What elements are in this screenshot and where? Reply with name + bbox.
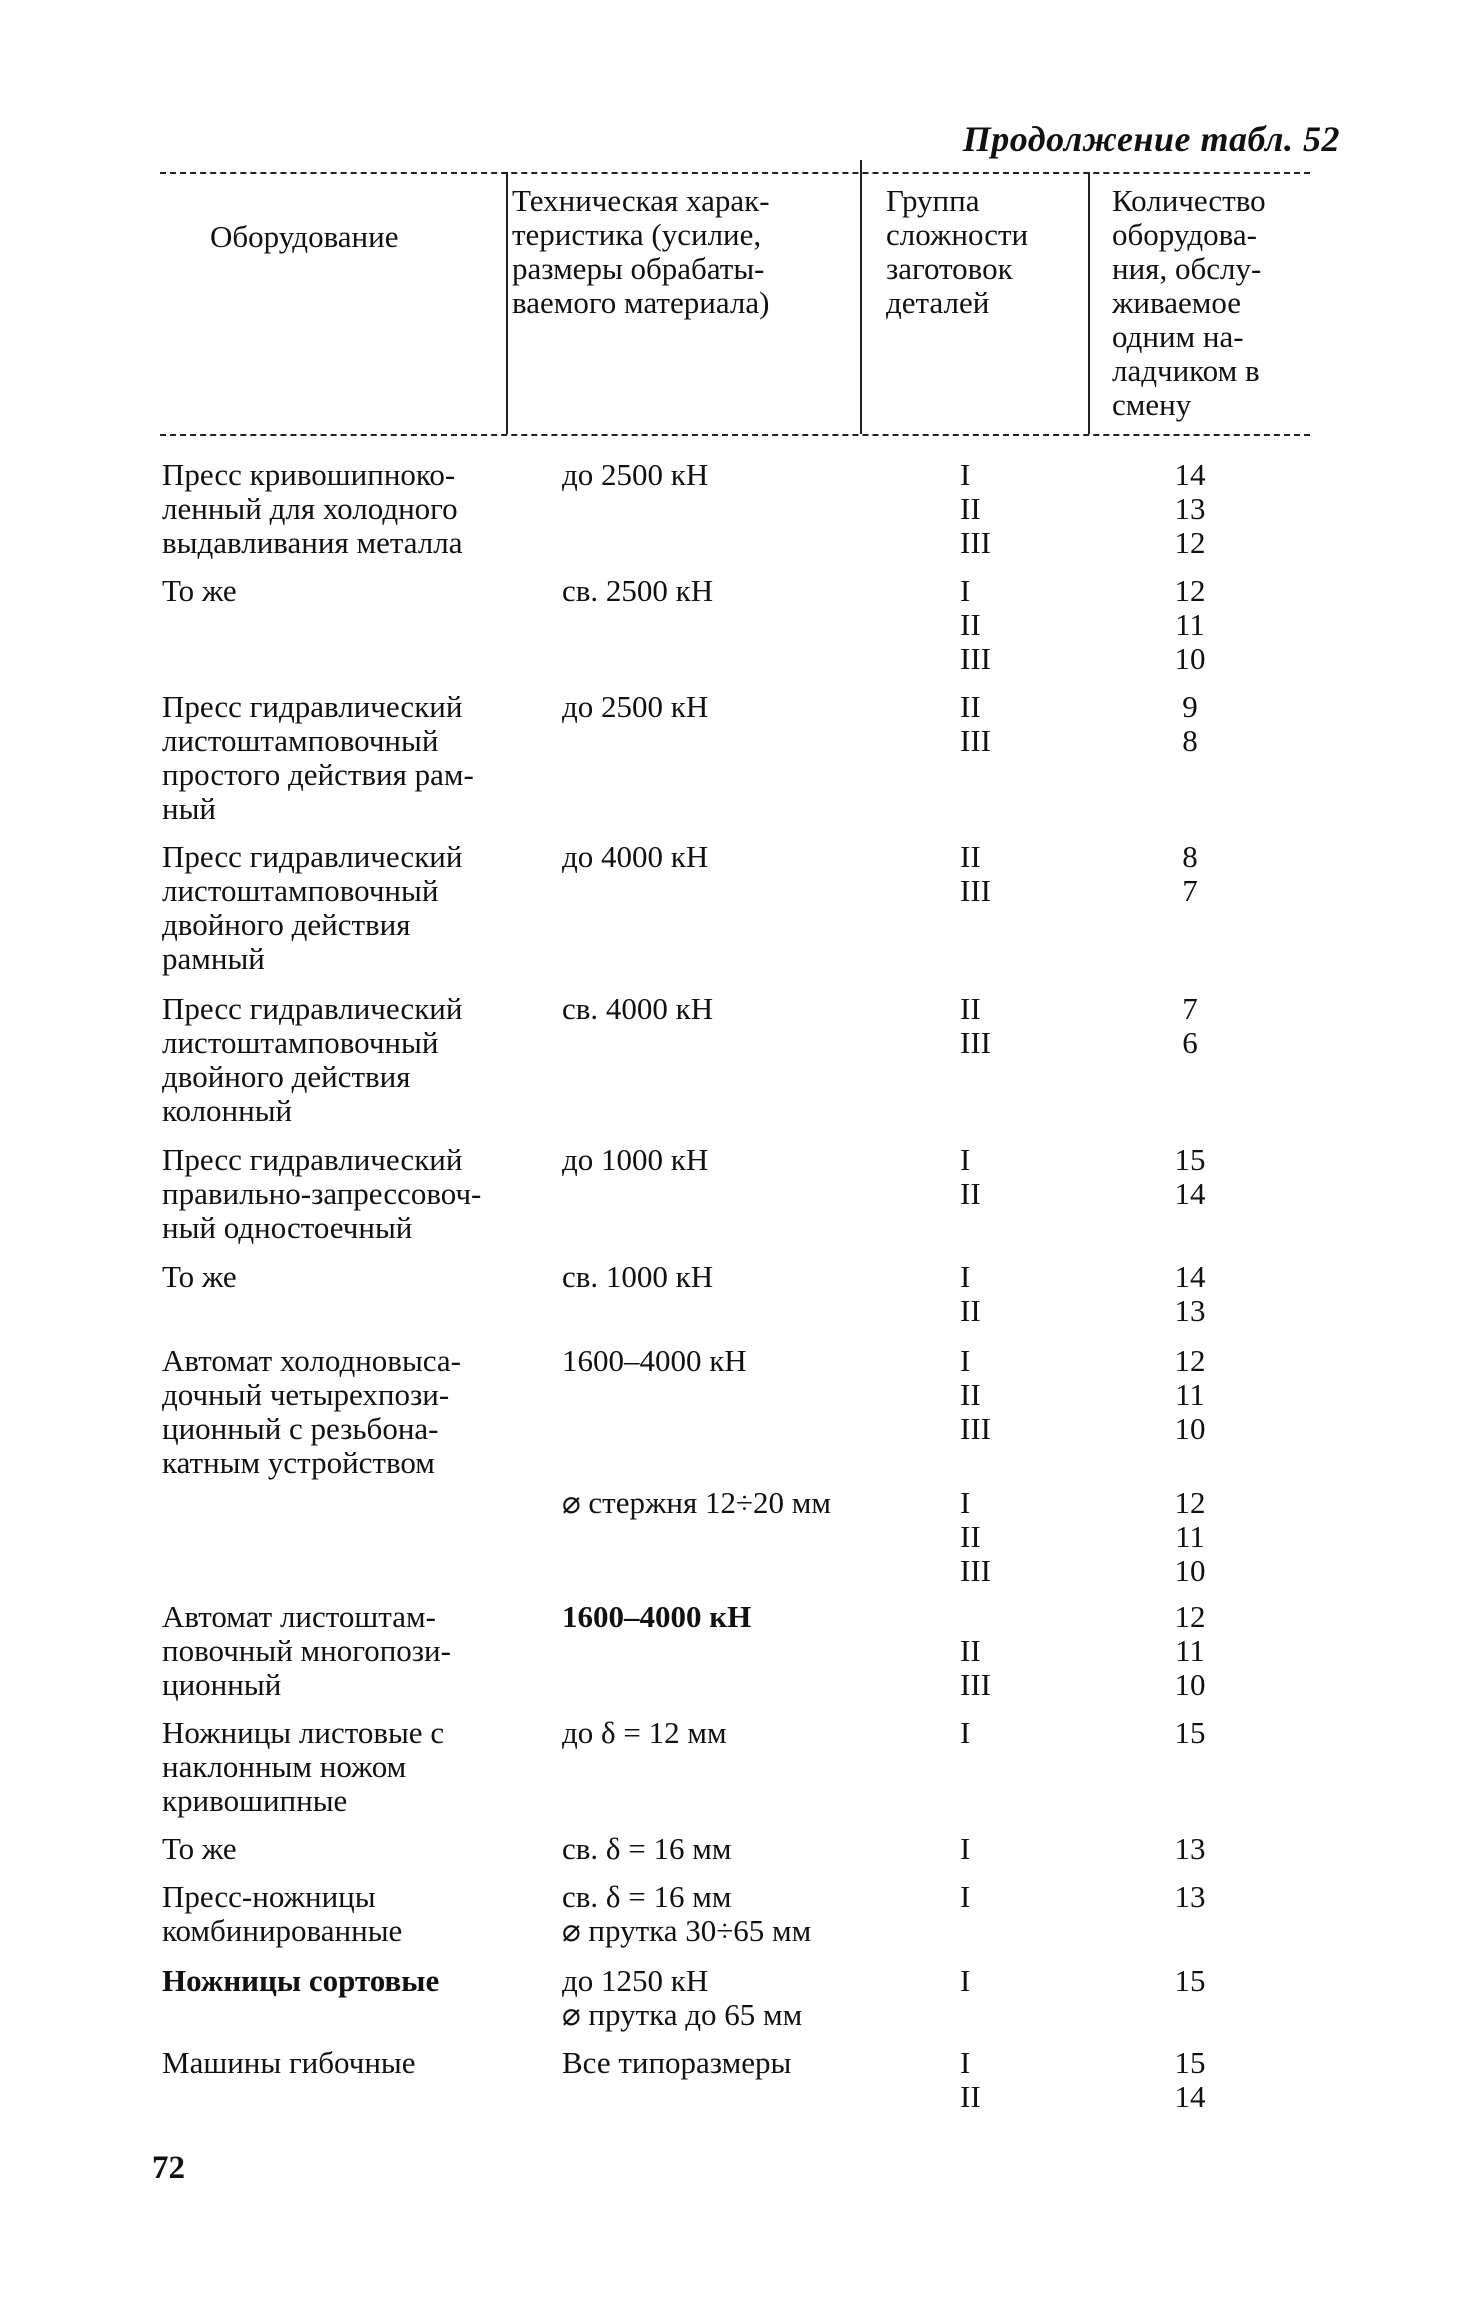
- spec-cell: [562, 1832, 942, 1866]
- group-cell: [960, 1832, 1020, 1866]
- count-value: 10: [1174, 1411, 1206, 1446]
- count-value: 11: [1175, 1633, 1205, 1668]
- spec-line: св. δ = 16 мм: [562, 1879, 732, 1914]
- group-cell: [960, 1964, 1020, 1998]
- spec-line: до 2500 кН: [562, 457, 709, 492]
- equipment-line: То же: [162, 1259, 237, 1294]
- equipment-cell: [162, 1716, 542, 1818]
- equipment-line: Пресс гидравлический: [162, 689, 463, 724]
- count-value: 12: [1174, 1599, 1206, 1634]
- count-cell: [1150, 2046, 1230, 2114]
- header-count-line: ния, обслу-: [1112, 251, 1262, 286]
- equipment-line: листоштамповочный: [162, 723, 439, 758]
- equipment-cell: [162, 992, 542, 1128]
- count-value: 13: [1174, 1879, 1206, 1914]
- count-cell: [1150, 1344, 1230, 1446]
- spec-cell: [562, 1260, 942, 1294]
- spec-cell: [562, 1716, 942, 1750]
- group-value: II: [960, 1293, 981, 1328]
- spec-line: до 1000 кН: [562, 1142, 709, 1177]
- count-value: 10: [1174, 641, 1206, 676]
- header-tech-characteristics: [512, 184, 770, 320]
- header-tech-line: ваемого материала): [512, 285, 770, 320]
- equipment-line: катным устройством: [162, 1445, 435, 1480]
- spec-line: св. 1000 кН: [562, 1259, 714, 1294]
- spec-line: ⌀ прутка 30÷65 мм: [562, 1913, 812, 1948]
- spec-line: св. 4000 кН: [562, 991, 714, 1026]
- group-value: II: [960, 2079, 981, 2114]
- spec-line: 1600–4000 кН: [562, 1599, 752, 1634]
- equipment-line: Пресс кривошипноко-: [162, 457, 456, 492]
- count-cell: [1150, 1143, 1230, 1211]
- group-value: II: [960, 1633, 981, 1668]
- equipment-line: Пресс гидравлический: [162, 991, 463, 1026]
- group-value: III: [960, 641, 991, 676]
- group-value: [960, 1600, 1020, 1634]
- equipment-line: Пресс гидравлический: [162, 839, 463, 874]
- group-value: II: [960, 839, 981, 874]
- count-value: 14: [1174, 457, 1206, 492]
- equipment-cell: [162, 458, 542, 560]
- header-count-line: смену: [1112, 387, 1192, 422]
- count-value: 8: [1182, 839, 1198, 874]
- group-cell: [960, 1880, 1020, 1914]
- equipment-line: наклонным ножом: [162, 1749, 407, 1784]
- equipment-line: Автомат холодновыса-: [162, 1343, 461, 1378]
- count-value: 12: [1174, 1485, 1206, 1520]
- count-value: 15: [1174, 1963, 1206, 1998]
- header-equipment: Оборудование: [210, 219, 399, 254]
- equipment-cell: [162, 1964, 542, 1998]
- column-divider-3: [1088, 172, 1090, 434]
- header-count-line: живаемое: [1112, 285, 1242, 320]
- equipment-line: листоштамповочный: [162, 1025, 439, 1060]
- count-value: 12: [1174, 525, 1206, 560]
- count-cell: [1150, 1832, 1230, 1866]
- spec-line: Все типоразмеры: [562, 2045, 792, 2080]
- equipment-line: двойного действия: [162, 1059, 411, 1094]
- equipment-cell: [162, 1880, 542, 1948]
- count-cell: [1150, 1260, 1230, 1328]
- header-tech-line: Техническая харак-: [512, 183, 770, 218]
- count-value: 7: [1182, 991, 1198, 1026]
- header-group-line: Группа: [886, 183, 980, 218]
- equipment-line: То же: [162, 1831, 237, 1866]
- group-cell: [960, 1260, 1020, 1328]
- equipment-line: рамный: [162, 941, 265, 976]
- spec-line: св. δ = 16 мм: [562, 1831, 732, 1866]
- count-value: 13: [1174, 1831, 1206, 1866]
- count-value: 14: [1174, 1259, 1206, 1294]
- equipment-line: дочный четырехпози-: [162, 1377, 450, 1412]
- group-cell: [960, 840, 1020, 908]
- spec-line: до 1250 кН: [562, 1963, 709, 1998]
- count-value: 14: [1174, 2079, 1206, 2114]
- group-value: III: [960, 873, 991, 908]
- equipment-cell: [162, 1260, 542, 1294]
- equipment-line: правильно-запрессовоч-: [162, 1176, 482, 1211]
- equipment-line: двойного действия: [162, 907, 411, 942]
- group-value: II: [960, 607, 981, 642]
- spec-cell: [562, 1964, 942, 2032]
- header-group-line: заготовок: [886, 251, 1013, 286]
- count-cell: [1150, 1964, 1230, 1998]
- group-value: II: [960, 491, 981, 526]
- group-value: III: [960, 1025, 991, 1060]
- group-value: I: [960, 1963, 971, 1998]
- equipment-line: повочный многопози-: [162, 1633, 451, 1668]
- count-value: 10: [1174, 1667, 1206, 1702]
- count-cell: [1150, 1880, 1230, 1914]
- group-value: III: [960, 1553, 991, 1588]
- group-cell: [960, 574, 1020, 676]
- header-count-line: оборудова-: [1112, 217, 1257, 252]
- count-value: 11: [1175, 1519, 1205, 1554]
- group-value: I: [960, 1259, 971, 1294]
- spec-cell: [562, 1486, 942, 1520]
- count-value: 8: [1182, 723, 1198, 758]
- equipment-line: ный одностоечный: [162, 1210, 413, 1245]
- count-cell: [1150, 1716, 1230, 1750]
- equipment-line: простого действия рам-: [162, 757, 474, 792]
- page-number: 72: [152, 2150, 185, 2186]
- spec-line: до δ = 12 мм: [562, 1715, 727, 1750]
- equipment-line: ционный с резьбона-: [162, 1411, 439, 1446]
- header-tech-line: размеры обрабаты-: [512, 251, 765, 286]
- group-cell: [960, 1600, 1020, 1702]
- group-value: II: [960, 1176, 981, 1211]
- group-cell: [960, 458, 1020, 560]
- group-value: I: [960, 1879, 971, 1914]
- header-equipment-count: [1112, 184, 1266, 422]
- count-value: 11: [1175, 1377, 1205, 1412]
- equipment-cell: [162, 2046, 542, 2080]
- table-header-rule: [160, 434, 1310, 436]
- group-cell: [960, 1486, 1020, 1588]
- count-value: 15: [1174, 1142, 1206, 1177]
- spec-cell: [562, 1880, 942, 1948]
- spec-line: св. 2500 кН: [562, 573, 714, 608]
- count-value: 14: [1174, 1176, 1206, 1211]
- equipment-line: ный: [162, 791, 217, 826]
- group-value: II: [960, 689, 981, 724]
- spec-line: до 4000 кН: [562, 839, 709, 874]
- column-divider-2: [860, 160, 862, 434]
- equipment-line: То же: [162, 573, 237, 608]
- header-count-line: Количество: [1112, 183, 1266, 218]
- group-cell: [960, 992, 1020, 1060]
- equipment-cell: [162, 1832, 542, 1866]
- equipment-line: ционный: [162, 1667, 282, 1702]
- count-cell: [1150, 1486, 1230, 1588]
- spec-cell: [562, 1344, 942, 1378]
- group-value: III: [960, 723, 991, 758]
- equipment-line: Ножницы сортовые: [162, 1963, 440, 1998]
- spec-line: до 2500 кН: [562, 689, 709, 724]
- count-value: 12: [1174, 1343, 1206, 1378]
- group-value: III: [960, 1411, 991, 1446]
- group-cell: [960, 1143, 1020, 1211]
- header-count-line: ладчиком в: [1112, 353, 1260, 388]
- equipment-line: Машины гибочные: [162, 2045, 416, 2080]
- group-value: II: [960, 1519, 981, 1554]
- header-complexity-group: [886, 184, 1028, 320]
- group-value: I: [960, 1715, 971, 1750]
- group-cell: [960, 1716, 1020, 1750]
- equipment-cell: [162, 690, 542, 826]
- table-top-rule: [160, 172, 1310, 174]
- equipment-line: ленный для холодного: [162, 491, 458, 526]
- count-value: 15: [1174, 2045, 1206, 2080]
- spec-cell: [562, 992, 942, 1026]
- count-value: 11: [1175, 607, 1205, 642]
- equipment-cell: [162, 840, 542, 976]
- spec-cell: [562, 1600, 942, 1634]
- count-value: 12: [1174, 573, 1206, 608]
- table-caption: Продолжение табл. 52: [962, 119, 1340, 159]
- group-value: I: [960, 1142, 971, 1177]
- group-value: III: [960, 525, 991, 560]
- spec-line: 1600–4000 кН: [562, 1343, 747, 1378]
- group-value: I: [960, 1831, 971, 1866]
- group-value: III: [960, 1667, 991, 1702]
- spec-line: ⌀ стержня 12÷20 мм: [562, 1485, 831, 1520]
- equipment-line: колонный: [162, 1093, 293, 1128]
- equipment-cell: [162, 1143, 542, 1245]
- spec-cell: [562, 1143, 942, 1177]
- equipment-line: Пресс гидравлический: [162, 1142, 463, 1177]
- count-value: 13: [1174, 1293, 1206, 1328]
- column-divider-1: [506, 172, 508, 434]
- group-value: I: [960, 457, 971, 492]
- spec-cell: [562, 458, 942, 492]
- group-value: I: [960, 1343, 971, 1378]
- group-cell: [960, 1344, 1020, 1446]
- equipment-cell: [162, 574, 542, 608]
- count-value: 15: [1174, 1715, 1206, 1750]
- spec-cell: [562, 690, 942, 724]
- count-cell: [1150, 840, 1230, 908]
- equipment-line: выдавливания металла: [162, 525, 463, 560]
- spec-cell: [562, 840, 942, 874]
- group-value: I: [960, 2045, 971, 2080]
- count-cell: [1150, 992, 1230, 1060]
- count-cell: [1150, 690, 1230, 758]
- count-cell: [1150, 574, 1230, 676]
- equipment-line: комбинированные: [162, 1913, 403, 1948]
- equipment-line: листоштамповочный: [162, 873, 439, 908]
- group-value: II: [960, 1377, 981, 1412]
- count-value: 13: [1174, 491, 1206, 526]
- group-cell: [960, 2046, 1020, 2114]
- equipment-line: Ножницы листовые с: [162, 1715, 445, 1750]
- header-tech-line: теристика (усилие,: [512, 217, 762, 252]
- header-group-line: деталей: [886, 285, 990, 320]
- count-value: 7: [1182, 873, 1198, 908]
- equipment-cell: [162, 1344, 542, 1480]
- header-count-line: одним на-: [1112, 319, 1244, 354]
- group-cell: [960, 690, 1020, 758]
- equipment-line: кривошипные: [162, 1783, 348, 1818]
- group-value: I: [960, 573, 971, 608]
- group-value: II: [960, 991, 981, 1026]
- group-value: I: [960, 1485, 971, 1520]
- count-cell: [1150, 1600, 1230, 1702]
- count-value: 10: [1174, 1553, 1206, 1588]
- spec-cell: [562, 574, 942, 608]
- equipment-line: Автомат листоштам-: [162, 1599, 436, 1634]
- count-value: 6: [1182, 1025, 1198, 1060]
- count-value: 9: [1182, 689, 1198, 724]
- equipment-line: Пресс-ножницы: [162, 1879, 376, 1914]
- spec-line: ⌀ прутка до 65 мм: [562, 1997, 803, 2032]
- count-cell: [1150, 458, 1230, 560]
- header-group-line: сложности: [886, 217, 1029, 252]
- spec-cell: [562, 2046, 942, 2080]
- equipment-cell: [162, 1600, 542, 1702]
